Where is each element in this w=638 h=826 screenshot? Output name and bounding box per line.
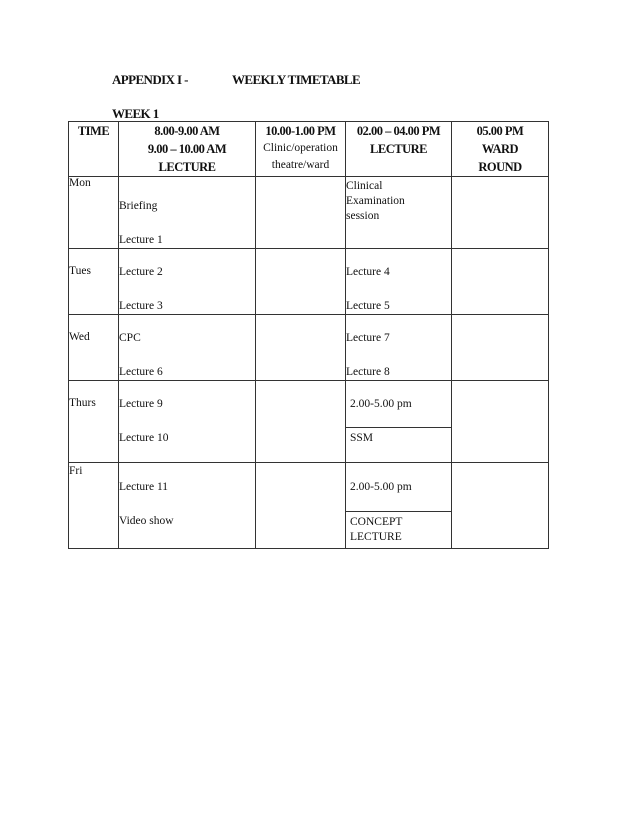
day-mon: Mon [69, 177, 119, 249]
thurs-afternoon [346, 381, 452, 463]
header-slot-afternoon: 02.00 – 04.00 PM LECTURE [346, 122, 452, 177]
table-row-fri [69, 463, 549, 549]
appendix-label: APPENDIX I - [112, 72, 188, 87]
table-row-mon [69, 177, 549, 249]
header-slot-evening: 05.00 PM WARD ROUND [452, 122, 549, 177]
timetable-title: WEEKLY TIMETABLE [232, 72, 361, 87]
thurs-morning: Lecture 9 Lecture 10 [119, 381, 256, 463]
tues-evening [452, 249, 549, 315]
fri-afternoon-time: 2.00-5.00 pm [350, 481, 412, 493]
day-tues: Tues [69, 249, 119, 315]
mon-evening [452, 177, 549, 249]
mon-midday [256, 177, 346, 249]
thurs-evening [452, 381, 549, 463]
tues-midday [256, 249, 346, 315]
table-row-wed [69, 315, 549, 381]
tues-morning: Lecture 2 Lecture 3 [119, 249, 256, 315]
tues-afternoon: Lecture 4 Lecture 5 [346, 249, 452, 315]
thurs-afternoon-time: 2.00-5.00 pm [350, 398, 412, 410]
thurs-afternoon-ssm: SSM [346, 427, 451, 449]
wed-evening [452, 315, 549, 381]
day-fri: Fri [69, 463, 119, 549]
fri-evening [452, 463, 549, 549]
wed-midday [256, 315, 346, 381]
day-thurs: Thurs [69, 381, 119, 463]
mon-morning: Briefing Lecture 1 [119, 177, 256, 249]
day-wed: Wed [69, 315, 119, 381]
mon-afternoon: Clinical Examination session [346, 177, 452, 249]
fri-afternoon-concept: CONCEPT LECTURE [346, 511, 451, 548]
fri-morning: Lecture 11 Video show [119, 463, 256, 549]
fri-midday [256, 463, 346, 549]
wed-afternoon: Lecture 7 Lecture 8 [346, 315, 452, 381]
table-row-tues [69, 249, 549, 315]
week-label: WEEK 1 [112, 106, 159, 121]
header-slot-midday: 10.00-1.00 PM Clinic/operation theatre/ward [256, 122, 346, 177]
wed-morning: CPC Lecture 6 [119, 315, 256, 381]
weekly-timetable [68, 121, 549, 549]
fri-afternoon [346, 463, 452, 549]
header-time: TIME [69, 122, 119, 177]
table-header-row [69, 122, 549, 177]
header-slot-morning: 8.00-9.00 AM 9.00 – 10.00 AM LECTURE [119, 122, 256, 177]
thurs-midday [256, 381, 346, 463]
table-row-thurs [69, 381, 549, 463]
